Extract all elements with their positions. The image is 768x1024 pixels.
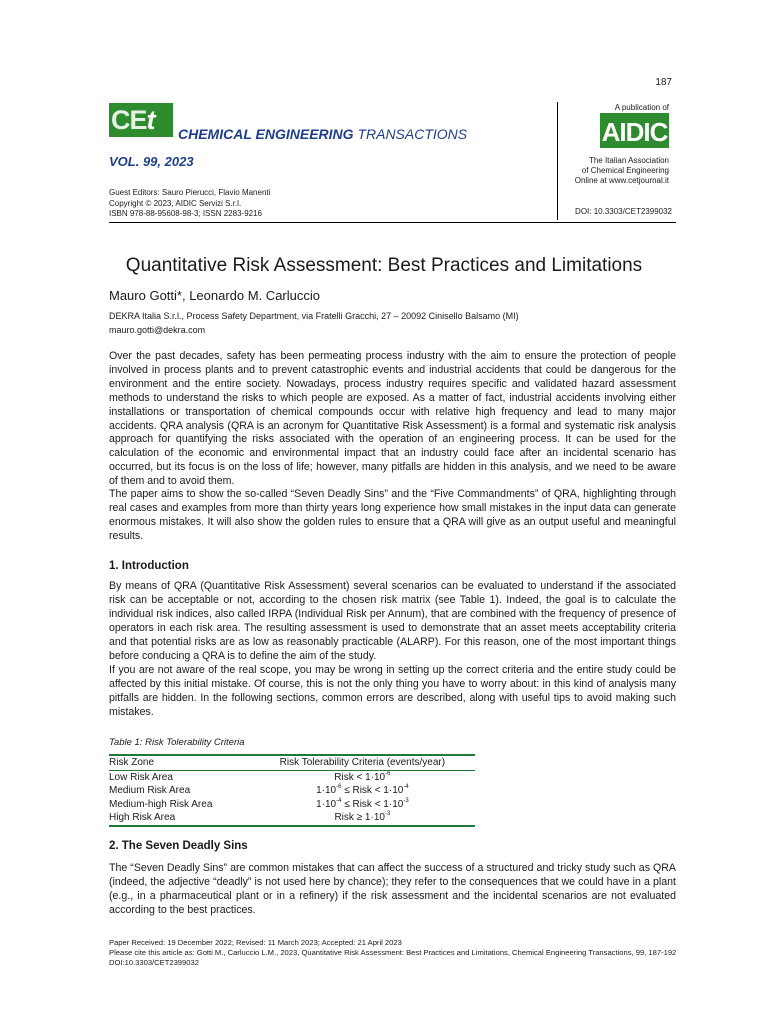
- editorial-info: [109, 188, 270, 220]
- section-1-heading: 1. Introduction: [109, 560, 189, 572]
- risk-zone-cell: Medium-high Risk Area: [109, 798, 213, 810]
- affiliation: DEKRA Italia S.r.l., Process Safety Department, via Fratelli Gracchi, 27 – 20092 Cinisello Balsamo (MI): [109, 311, 519, 321]
- association-info: [575, 156, 669, 186]
- journal-name: [178, 126, 467, 142]
- criteria-cell: Risk < $1\cdot 10^{-6}$: [334, 770, 391, 783]
- article-title: Quantitative Risk Assessment: Best Practices and Limitations: [125, 255, 643, 276]
- table-row: [109, 798, 475, 812]
- journal-name-light: TRANSACTIONS: [357, 126, 468, 142]
- table-header-risk-zone: Risk Zone: [109, 755, 250, 770]
- association-website[interactable]: Online at www.cetjournal.it: [574, 176, 669, 185]
- paper-received: Paper Received: 19 December 2022; Revised: 11 March 2023; Accepted: 21 April 2023: [109, 938, 402, 947]
- table-row: [109, 770, 475, 784]
- section-2-heading: 2. The Seven Deadly Sins: [109, 840, 248, 852]
- abstract-paragraph-2: The paper aims to show the so-called “Seven Deadly Sins” and the “Five Commandments” of QRA, highlighting through real cases and examples from more than thirty years long experience how small mistakes in the input data can generate enormous mistakes. It will also show the golden rules to ensure that a QRA will give as an output useful and meaningful results.: [109, 488, 676, 542]
- email[interactable]: mauro.gotti@dekra.com: [109, 325, 206, 335]
- header-divider: [557, 102, 558, 220]
- section-1-paragraph-1: By means of QRA (Quantitative Risk Assessment) several scenarios can be evaluated to understand if the associated risk can be acceptable or not, according to the chosen risk matrix (see Table 1). Indeed, the goal is to calculate the individual risk indices, also called IRPA (Individual Risk per Annum), that are combined with the frequency of presence of operators in each risk area. The resulting assessment is used to demonstrate that an asset meets acceptability criteria and that potential risks are as low as reasonably practicable (ALARP). For this reason, one of the most important things before conducing a QRA is to define the aim of the study.: [109, 580, 676, 662]
- risk-zone-cell: High Risk Area: [109, 811, 250, 826]
- isbn: ISBN 978-88-95608-98-3; ISSN 2283-9216: [109, 209, 262, 218]
- cet-logo-text: [111, 103, 155, 137]
- guest-editors: Guest Editors: Sauro Pierucci, Flavio Manenti: [109, 188, 271, 197]
- page-number: 187: [655, 77, 672, 88]
- copyright: Copyright © 2023, AIDIC Servizi S.r.l.: [109, 198, 242, 208]
- table-header-criteria: Risk Tolerability Criteria (events/year): [250, 755, 475, 770]
- risk-zone-cell: Medium Risk Area: [109, 785, 191, 796]
- table-caption: Table 1: Risk Tolerability Criteria: [109, 737, 245, 748]
- abstract-paragraph-1: Over the past decades, safety has been permeating process industry with the aim to ensure the protection of people involved in process plants and to prevent catastrophic events and industrial accidents that could be dangerous for the environment and the entire society. Nowadays, process industry requires specific and validated hazard assessment methods to understand the risks to which people are exposed. As a matter of fact, industrial accidents involving either installations or transportation of chemical compounds occur with relative high frequency and lead to many major accidents. QRA analysis (QRA is an acronym for Quantitative Risk Assessment) is a formal and systematic risk analysis approach for quantifying the risks associated with the operation of an engineering process. It can be used for the calculation of the economic and environmental impact that an industry could face after an incidental scenario has occurred, but its focus is on the loss of life; however, many pitfalls are hidden in this analysis, and we need to be aware of them and to avoid them.: [109, 350, 676, 488]
- authors: Mauro Gotti*, Leonardo M. Carluccio: [109, 288, 320, 303]
- association-line: of Chemical Engineering: [581, 166, 669, 175]
- header-rule: [109, 222, 676, 223]
- aidic-logo: AIDIC: [600, 113, 669, 148]
- cet-logo-letters: CE: [111, 105, 147, 135]
- journal-name-bold: CHEMICAL ENGINEERING: [178, 126, 354, 142]
- risk-tolerability-table: [109, 754, 475, 827]
- risk-zone-cell: Low Risk Area: [109, 771, 173, 783]
- table-row: [109, 784, 475, 798]
- doi[interactable]: DOI: 10.3303/CET2399032: [575, 207, 672, 216]
- criteria-cell: $1\cdot 10^{-4}$ ≤ Risk < $1\cdot 10^{-3}$: [316, 797, 409, 810]
- section-2-paragraph-1: The “Seven Deadly Sins” are common mistakes that can affect the success of a structured and tricky study such as QRA (indeed, the adjective “deadly” is not used here by chance); they refer to the consequences that we could have in a plant (e.g., in a pharmaceutical plant or in a refinery) if the risk assessment and the incidental scenarios are not evaluated according to the best practices.: [109, 862, 676, 916]
- table-header-row: [109, 755, 475, 770]
- section-1-paragraph-2: If you are not aware of the real scope, you may be wrong in setting up the correct criteria and the entire study could be affected by this initial mistake. Of course, this is not the only thing you have to worry about: in this kind of analysis many pitfalls are hidden. In the following sections, common errors are described, along with useful tips to avoid making such mistakes.: [109, 664, 676, 718]
- criteria-cell: $1\cdot 10^{-6}$ ≤ Risk < $1\cdot 10^{-4}$: [316, 784, 409, 796]
- publication-of: A publication of: [614, 103, 669, 112]
- volume: VOL. 99, 2023: [109, 154, 194, 169]
- table-row: [109, 811, 475, 826]
- association-line: The Italian Association: [588, 156, 669, 165]
- cet-logo-t: t: [146, 105, 155, 135]
- affiliation-block: [109, 309, 519, 337]
- criteria-cell: Risk ≥ $1\cdot 10^{-3}$: [250, 811, 475, 826]
- citation: Please cite this article as: Gotti M., Carluccio L.M., 2023, Quantitative Risk Assessment: Best Practices and Limitations, Chemical Engineering Transactions, 99, 187-192 DOI:10.3303/CET2399032: [109, 947, 677, 967]
- footer: [109, 938, 681, 967]
